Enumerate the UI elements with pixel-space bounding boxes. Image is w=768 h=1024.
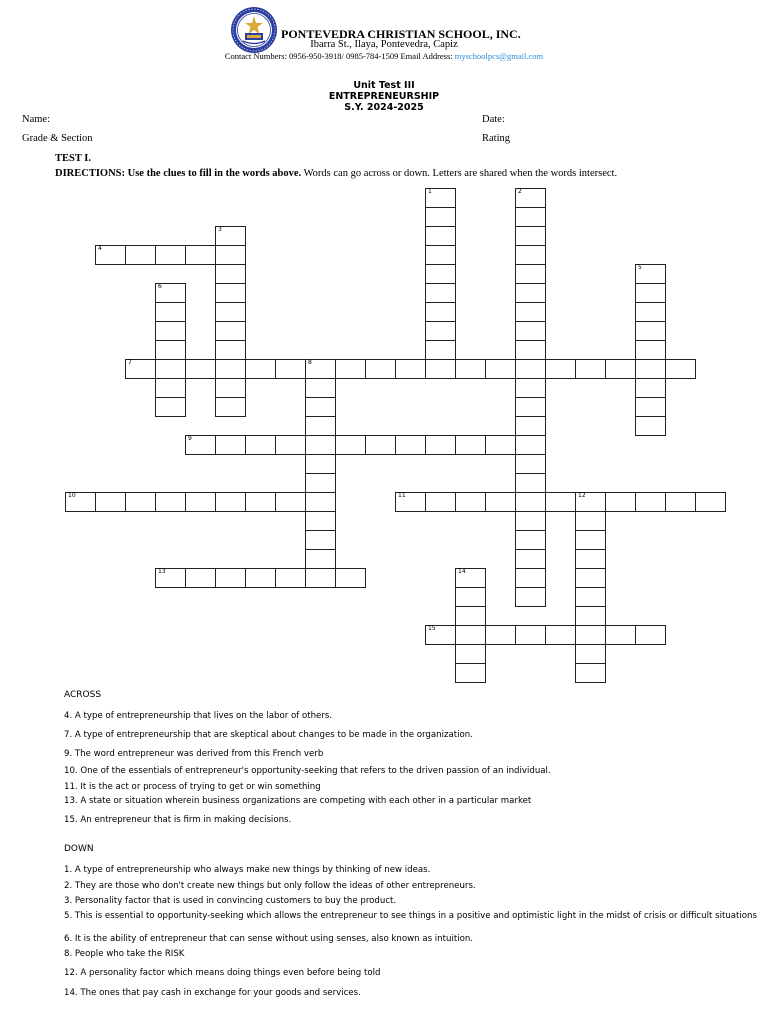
down-clue-14: 14. The ones that pay cash in exchange for your goods and services. [64, 988, 361, 998]
crossword-cell[interactable] [515, 264, 546, 284]
crossword-cell[interactable] [395, 435, 426, 455]
directions [55, 168, 617, 179]
crossword-cell[interactable] [155, 340, 186, 360]
crossword-cell[interactable] [455, 587, 486, 607]
crossword-cell[interactable] [575, 587, 606, 607]
crossword-cell[interactable] [215, 264, 246, 284]
crossword-cell[interactable] [155, 283, 186, 303]
crossword-cell[interactable] [515, 568, 546, 588]
subject-title: ENTREPRENEURSHIP [328, 91, 440, 102]
crossword-cell[interactable] [275, 435, 306, 455]
crossword-cell[interactable] [305, 378, 336, 398]
crossword-cell[interactable] [485, 492, 516, 512]
crossword-cell[interactable] [305, 492, 336, 512]
crossword-cell[interactable] [575, 492, 606, 512]
crossword-cell[interactable] [425, 492, 456, 512]
school-name: PONTEVEDRA CHRISTIAN SCHOOL, INC. [281, 27, 521, 41]
crossword-cell[interactable] [185, 359, 216, 379]
crossword-cell[interactable] [125, 245, 156, 265]
crossword-cell[interactable] [245, 492, 276, 512]
crossword-cell[interactable] [515, 454, 546, 474]
date-field-label: Date: [482, 114, 505, 125]
crossword-cell[interactable] [275, 568, 306, 588]
crossword-cell[interactable] [95, 245, 126, 265]
grade-section-field-label: Grade & Section [22, 133, 93, 144]
crossword-cell[interactable] [425, 207, 456, 227]
crossword-cell[interactable] [305, 511, 336, 531]
crossword-cell[interactable] [95, 492, 126, 512]
across-heading: ACROSS [64, 690, 102, 700]
crossword-cell[interactable] [215, 397, 246, 417]
crossword-cell[interactable] [155, 359, 186, 379]
crossword-cell[interactable] [545, 492, 576, 512]
crossword-cell[interactable] [425, 340, 456, 360]
crossword-cell[interactable] [425, 435, 456, 455]
crossword-cell[interactable] [215, 302, 246, 322]
crossword-cell[interactable] [455, 663, 486, 683]
clue-number: 6 [158, 283, 162, 290]
crossword-cell[interactable] [515, 245, 546, 265]
crossword-cell[interactable] [515, 340, 546, 360]
crossword-cell[interactable] [515, 416, 546, 436]
crossword-cell[interactable] [515, 321, 546, 341]
crossword-cell[interactable] [635, 416, 666, 436]
crossword-cell[interactable] [155, 302, 186, 322]
crossword-cell[interactable] [515, 473, 546, 493]
crossword-cell[interactable] [215, 226, 246, 246]
clue-number: 13 [158, 568, 166, 575]
crossword-cell[interactable] [425, 302, 456, 322]
crossword-cell[interactable] [635, 340, 666, 360]
crossword-cell[interactable] [155, 568, 186, 588]
crossword-cell[interactable] [695, 492, 726, 512]
crossword-cell[interactable] [605, 625, 636, 645]
crossword-cell[interactable] [515, 226, 546, 246]
crossword-cell[interactable] [635, 264, 666, 284]
crossword-cell[interactable] [335, 359, 366, 379]
clue-number: 15 [428, 625, 436, 632]
crossword-cell[interactable] [185, 245, 216, 265]
crossword-cell[interactable] [305, 397, 336, 417]
crossword-cell[interactable] [155, 245, 186, 265]
crossword-cell[interactable] [635, 625, 666, 645]
clue-number: 7 [128, 359, 132, 366]
crossword-cell[interactable] [275, 492, 306, 512]
crossword-cell[interactable] [515, 549, 546, 569]
down-clue-1: 1. A type of entrepreneurship who always make new things by thinking of new ideas. [64, 865, 431, 875]
contact-numbers: Contact Numbers: 0956-950-3918/ 0985-784-1509 Email Address: [224, 51, 455, 61]
crossword-cell[interactable] [515, 378, 546, 398]
clue-number: 8 [308, 359, 312, 366]
across-clue-9: 9. The word entrepreneur was derived from this French verb [64, 749, 324, 759]
crossword-cell[interactable] [575, 606, 606, 626]
down-clue-3: 3. Personality factor that is used in convincing customers to buy the product. [64, 896, 397, 906]
crossword-cell[interactable] [215, 245, 246, 265]
crossword-cell[interactable] [575, 568, 606, 588]
crossword-cell[interactable] [215, 359, 246, 379]
crossword-cell[interactable] [215, 435, 246, 455]
letterhead [0, 0, 768, 70]
crossword-cell[interactable] [515, 302, 546, 322]
across-clue-13: 13. A state or situation wherein business organizations are competing with each other in a particular market [64, 796, 532, 806]
down-clue-8: 8. People who take the RISK [64, 949, 185, 959]
crossword-cell[interactable] [635, 397, 666, 417]
crossword-cell[interactable] [635, 302, 666, 322]
directions-text: Words can go across or down. Letters are shared when the words intersect. [301, 168, 618, 179]
down-clue-12: 12. A personality factor which means doing things even before being told [64, 968, 381, 978]
crossword-cell[interactable] [425, 283, 456, 303]
crossword-cell[interactable] [425, 226, 456, 246]
crossword-cell[interactable] [245, 568, 276, 588]
crossword-cell[interactable] [125, 492, 156, 512]
clue-number: 4 [98, 245, 102, 252]
crossword-cell[interactable] [455, 435, 486, 455]
crossword-cell[interactable] [335, 568, 366, 588]
crossword-cell[interactable] [635, 492, 666, 512]
across-clue-4: 4. A type of entrepreneurship that lives on the labor of others. [64, 711, 333, 721]
crossword-cell[interactable] [185, 492, 216, 512]
crossword-cell[interactable] [155, 321, 186, 341]
crossword-cell[interactable] [665, 359, 696, 379]
crossword-cell[interactable] [365, 435, 396, 455]
crossword-cell[interactable] [425, 264, 456, 284]
crossword-cell[interactable] [455, 568, 486, 588]
crossword-cell[interactable] [575, 530, 606, 550]
crossword-cell[interactable] [305, 473, 336, 493]
crossword-cell[interactable] [635, 283, 666, 303]
crossword-cell[interactable] [635, 321, 666, 341]
crossword-cell[interactable] [575, 644, 606, 664]
crossword-cell[interactable] [155, 492, 186, 512]
down-clue-2: 2. They are those who don't create new things but only follow the ideas of other entrepreneurs. [64, 881, 476, 891]
name-field-label: Name: [22, 114, 50, 125]
crossword-cell[interactable] [215, 492, 246, 512]
crossword-cell[interactable] [455, 606, 486, 626]
crossword-cell[interactable] [305, 435, 336, 455]
clue-number: 5 [638, 264, 642, 271]
test-title: TEST I. [55, 153, 91, 164]
crossword-cell[interactable] [485, 435, 516, 455]
crossword-cell[interactable] [665, 492, 696, 512]
crossword-cell[interactable] [125, 359, 156, 379]
crossword-cell[interactable] [455, 492, 486, 512]
clue-number: 14 [458, 568, 466, 575]
clue-number: 2 [518, 188, 522, 195]
crossword-cell[interactable] [515, 435, 546, 455]
crossword-cell[interactable] [155, 378, 186, 398]
email-link[interactable]: myschoolpcs@gmail.com [454, 51, 544, 61]
crossword-cell[interactable] [515, 397, 546, 417]
clue-number: 10 [68, 492, 76, 499]
crossword-cell[interactable] [515, 492, 546, 512]
crossword-cell[interactable] [65, 492, 96, 512]
clue-number: 11 [398, 492, 406, 499]
crossword-cell[interactable] [215, 340, 246, 360]
crossword-cell[interactable] [335, 435, 366, 455]
clue-number: 9 [188, 435, 192, 442]
crossword-cell[interactable] [515, 625, 546, 645]
crossword-cell[interactable] [575, 549, 606, 569]
crossword-cell[interactable] [485, 359, 516, 379]
crossword-cell[interactable] [215, 321, 246, 341]
crossword-cell[interactable] [515, 207, 546, 227]
crossword-cell[interactable] [515, 283, 546, 303]
crossword-cell[interactable] [515, 188, 546, 208]
crossword-cell[interactable] [575, 511, 606, 531]
school-year: S.Y. 2024-2025 [344, 102, 424, 113]
crossword-cell[interactable] [425, 625, 456, 645]
clue-number: 3 [218, 226, 222, 233]
clue-number: 1 [428, 188, 432, 195]
crossword-cell[interactable] [305, 549, 336, 569]
crossword-cell[interactable] [215, 378, 246, 398]
crossword-cell[interactable] [245, 435, 276, 455]
crossword-cell[interactable] [635, 359, 666, 379]
crossword-cell[interactable] [605, 359, 636, 379]
down-clue-5: 5. This is essential to opportunity-seeking which allows the entrepreneur to see things in a positive and optimistic light in the midst of crisis or difficult situations [64, 911, 757, 921]
crossword-cell[interactable] [365, 359, 396, 379]
crossword-cell[interactable] [515, 530, 546, 550]
across-clue-11: 11. It is the act or process of trying to get or win something [64, 782, 321, 792]
crossword-cell[interactable] [155, 397, 186, 417]
test-unit: Unit Test III [353, 80, 415, 91]
crossword-cell[interactable] [425, 188, 456, 208]
crossword-cell[interactable] [605, 492, 636, 512]
crossword-cell[interactable] [305, 416, 336, 436]
crossword-cell[interactable] [455, 625, 486, 645]
crossword-cell[interactable] [395, 492, 426, 512]
school-address: Ibarra St., Ilaya, Pontevedra, Capiz [310, 39, 458, 50]
down-clue-6: 6. It is the ability of entrepreneur that can sense without using senses, also known as intuition. [64, 934, 474, 944]
crossword-cell[interactable] [515, 511, 546, 531]
crossword-cell[interactable] [185, 435, 216, 455]
crossword-cell[interactable] [215, 568, 246, 588]
crossword-cell[interactable] [185, 568, 216, 588]
crossword-cell[interactable] [515, 359, 546, 379]
crossword-cell[interactable] [575, 359, 606, 379]
crossword-cell[interactable] [215, 283, 246, 303]
crossword-cell[interactable] [545, 625, 576, 645]
crossword-cell[interactable] [425, 321, 456, 341]
crossword-cell[interactable] [485, 625, 516, 645]
crossword-cell[interactable] [635, 378, 666, 398]
crossword-cell[interactable] [245, 359, 276, 379]
crossword-cell[interactable] [305, 454, 336, 474]
crossword-cell[interactable] [395, 359, 426, 379]
crossword-cell[interactable] [305, 568, 336, 588]
clue-number: 12 [578, 492, 586, 499]
crossword-cell[interactable] [305, 530, 336, 550]
crossword-cell[interactable] [455, 359, 486, 379]
contact-line [0, 51, 768, 61]
across-clue-7: 7. A type of entrepreneurship that are skeptical about changes to be made in the organization. [64, 730, 473, 740]
crossword-cell[interactable] [275, 359, 306, 379]
crossword-cell[interactable] [425, 245, 456, 265]
crossword-cell[interactable] [305, 359, 336, 379]
crossword-cell[interactable] [515, 587, 546, 607]
down-heading: DOWN [64, 844, 94, 854]
directions-bold: DIRECTIONS: Use the clues to fill in the words above. [55, 168, 302, 179]
across-clue-10: 10. One of the essentials of entrepreneur's opportunity-seeking that refers to the driven passion of an individual. [64, 766, 551, 776]
crossword-cell[interactable] [545, 359, 576, 379]
across-clue-15: 15. An entrepreneur that is firm in making decisions. [64, 815, 292, 825]
crossword-cell[interactable] [455, 644, 486, 664]
rating-field-label: Rating [482, 133, 510, 144]
crossword-cell[interactable] [575, 663, 606, 683]
crossword-cell[interactable] [575, 625, 606, 645]
crossword-cell[interactable] [425, 359, 456, 379]
